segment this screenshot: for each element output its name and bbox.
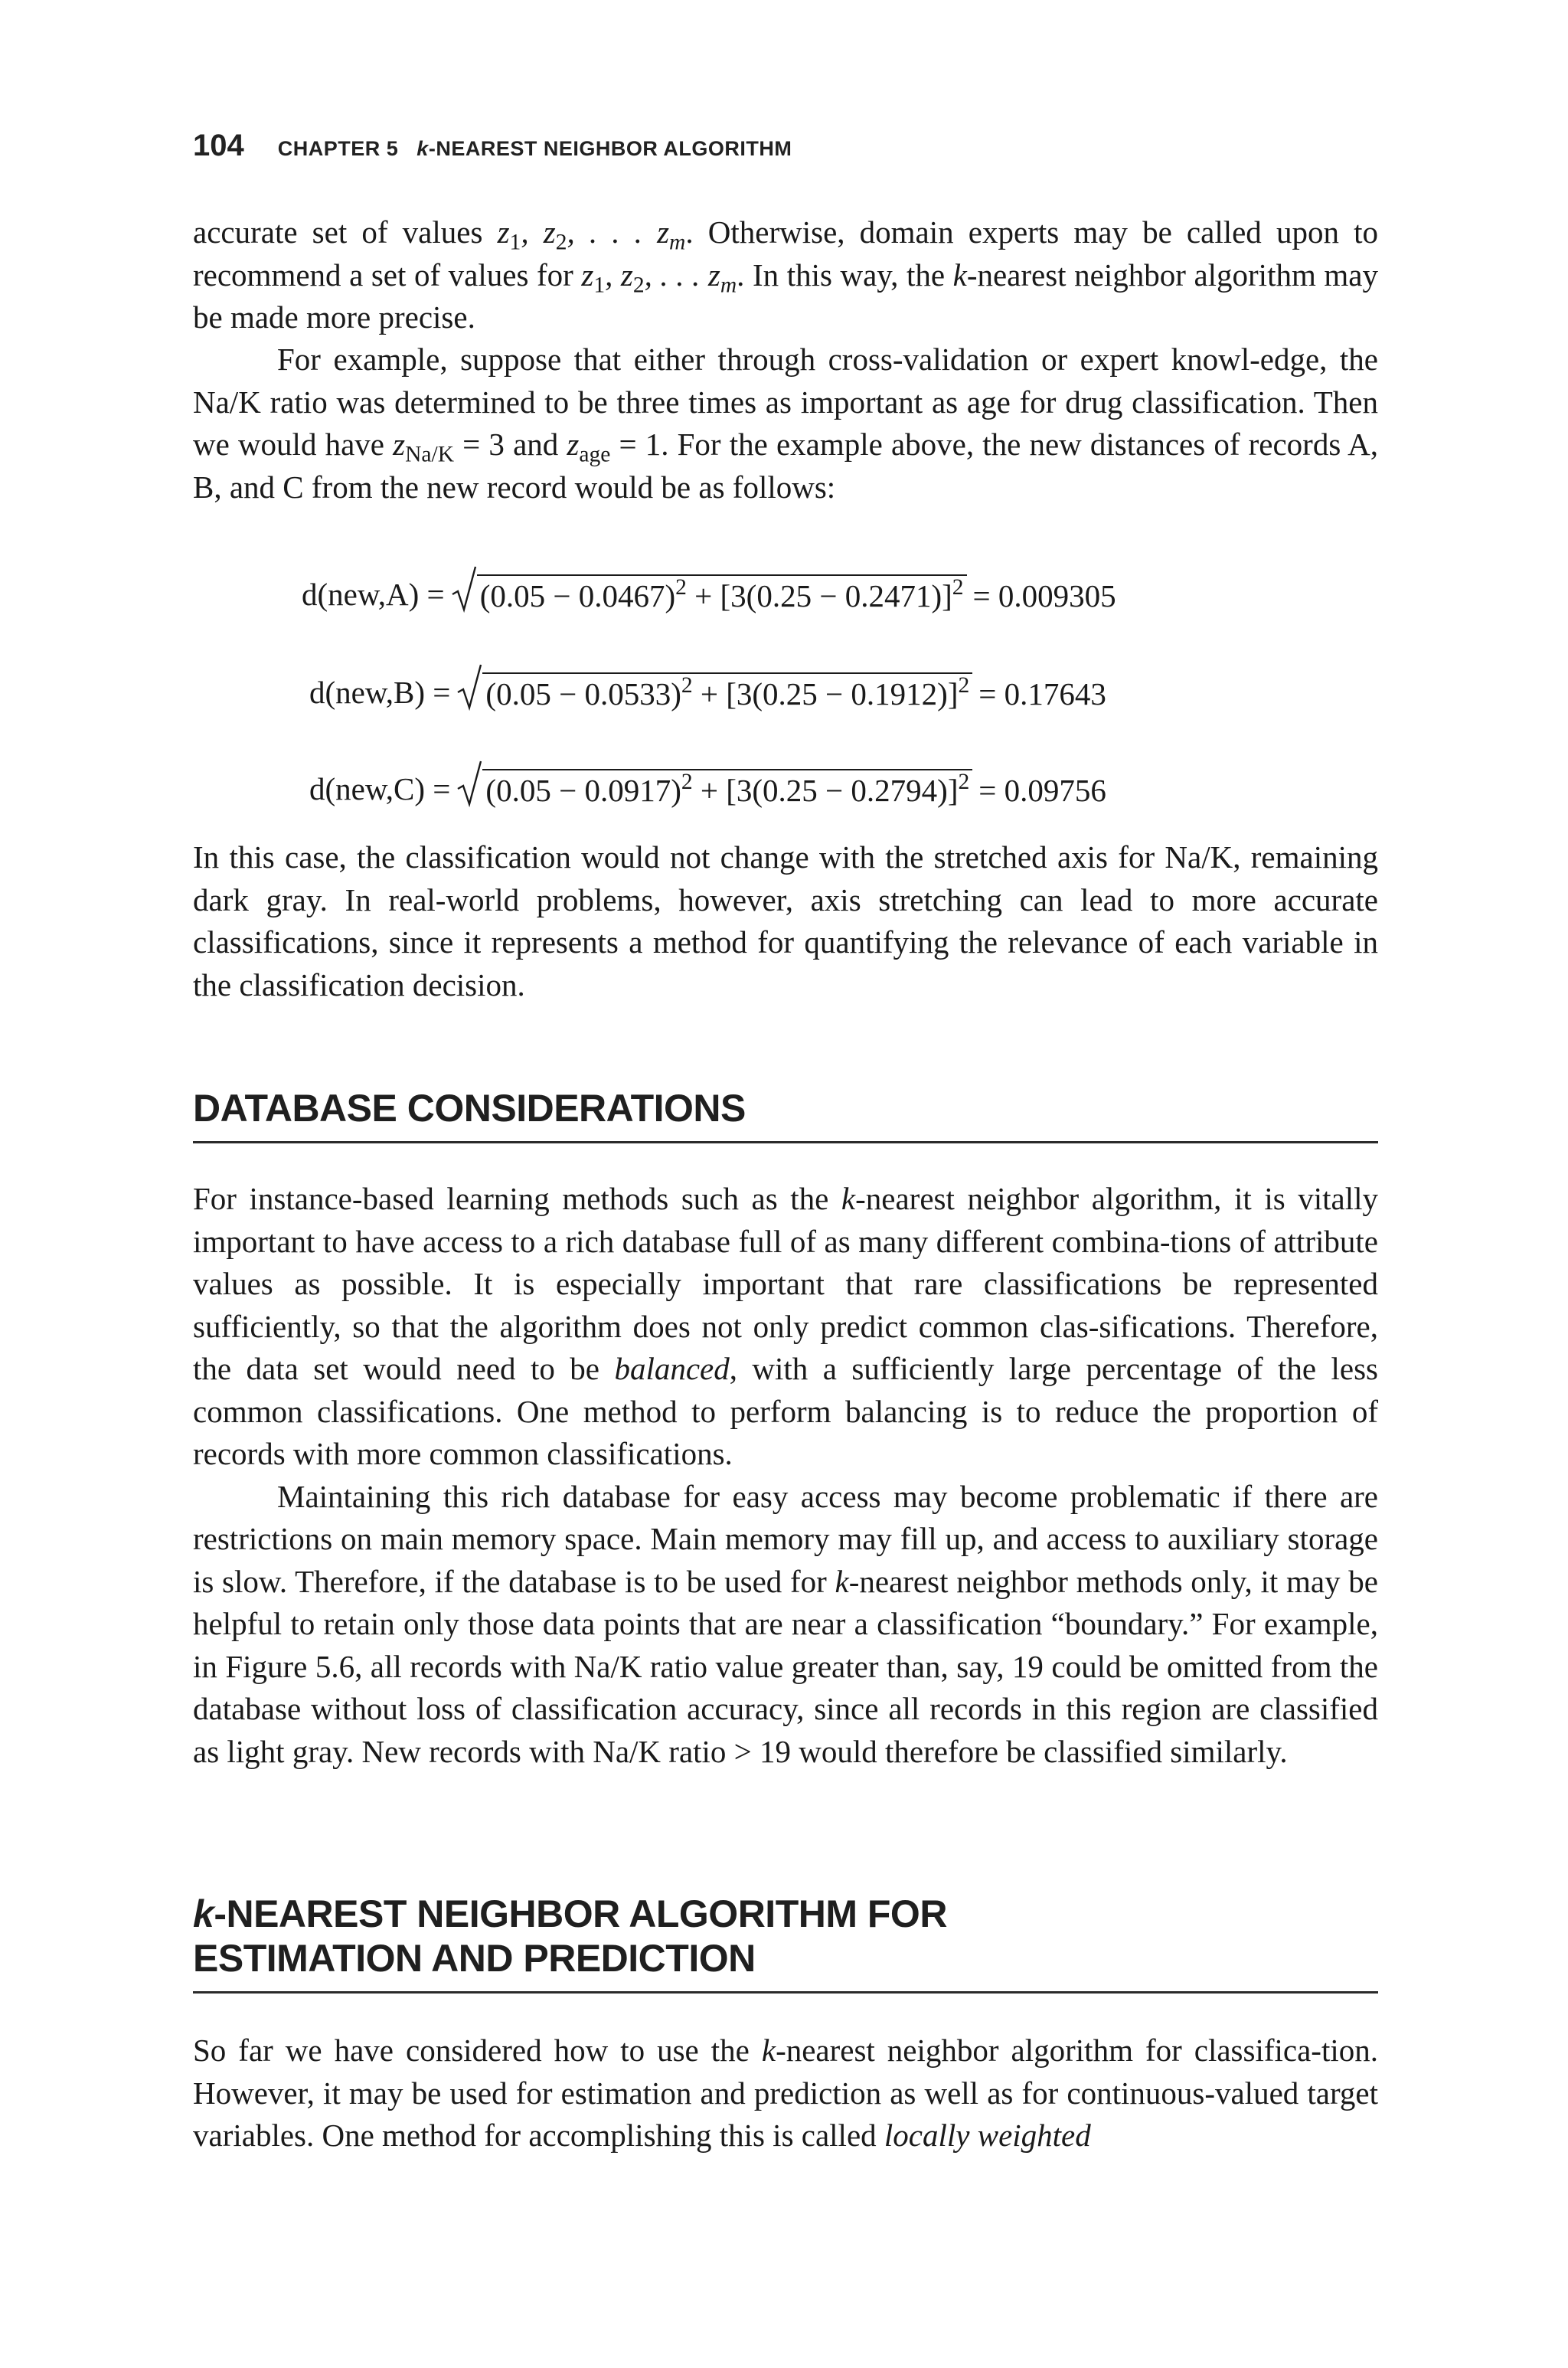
emphasis: balanced [614,1351,730,1386]
text-run: . Otherwise, domain experts may be called upon [685,214,1339,250]
paragraph [193,1178,1378,1476]
paragraph-conclusion [193,836,1378,1006]
chapter-label: CHAPTER 5 [277,137,399,160]
paragraph-example [193,339,1378,509]
text-run: -nearest neighbor algorithm, it is vitally important to have access to a rich database full of as many different combina-tions of attribute values as possible. It is especially important that rare classifications be represented sufficiently, so that the algorithm does not only predict common clas-sifications. Therefore, the data set would need to be [193,1181,1379,1386]
text-run: = 3 and [454,427,567,462]
radical-sign-icon [456,760,482,807]
radicand: $(0.05 - 0.0467)^2 + [3(0.25 - 0.2471)]^2$ [477,574,967,613]
chapter-title [278,137,792,161]
math-z-nak: $z_{Na/K}$ [393,427,455,467]
section-heading-database: DATABASE CONSIDERATIONS [193,1086,1378,1143]
heading-line-1: -NEAREST NEIGHBOR ALGORITHM FOR [214,1892,947,1935]
paragraph [193,211,1378,339]
math-z-age: $z_{age}$ [567,427,611,467]
page-number: 104 [193,129,244,162]
text-run: So far we have considered how to use the [193,2033,762,2068]
chapter-k: k [416,137,429,160]
equation-result: = 0.009305 [972,578,1116,613]
square-root [456,663,972,711]
running-head [193,129,792,163]
text-run: -nearest neighbor algorithm for classifica-tion. However, it may be used for estimation and prediction as well as for continuous-valued target variables. One method for accomplishing this is called [193,2033,1378,2153]
section-heading-estimation [193,1892,1378,1994]
radicand: $(0.05 - 0.0917)^2 + [3(0.25 - 0.2794)]^2$ [482,769,972,807]
square-root [456,760,972,807]
radical-sign-icon [456,663,482,711]
text-run: , with a sufficiently large percentage of the less common classifications. One method to perform balancing is to reduce the proportion of records with more common classifications. [193,1351,1378,1471]
radicand: $(0.05 - 0.0533)^2 + [3(0.25 - 0.1912)]^2$ [482,672,972,711]
math-k: k [952,257,967,293]
text-run: Maintaining this rich database for easy access may become problematic if there are restrictions on main memory space. Main memory may fill up, and access to auxiliary storage is slow. Therefore, if the database is to be used for [193,1478,1378,1599]
math-k: k [841,1181,856,1216]
equation-lhs: d(new,B) = [309,675,451,710]
text-run: to recommend a set of values for [193,214,1379,293]
paragraph: In this case, the classification would not change with the stretched axis for Na/K, remaining dark gray. In real-world problems, however, axis stretching can lead to more accurate classifications, since it represents a method for quantifying the relevance of each variable in the classification decision. [193,839,1378,1002]
math-k: k [835,1563,849,1599]
text-run: accurate set of values [193,214,498,250]
equation-distance-c [309,760,1106,807]
chapter-title-rest: -NEAREST NEIGHBOR ALGORITHM [428,137,792,160]
equation-lhs: d(new,C) = [309,771,451,806]
text-run: For instance-based learning methods such as the [193,1181,841,1216]
equation-distance-b [309,663,1106,711]
paragraph [193,339,1378,509]
text-run: For example, suppose that either through cross-validation or expert knowl-edge, the Na/K ratio was determined to be three times as important as age for drug classification. Then we would have [193,342,1378,462]
math-k: k [761,2033,776,2068]
radical-sign-icon [451,565,477,613]
math-z-list: $z_1$, $z_2$, . . . $z_m$ [497,214,686,255]
paragraph [193,2029,1378,2157]
paragraph-continuation [193,211,1378,339]
text-run: -nearest neighbor [966,257,1186,293]
text-run: . In this way, the [737,257,953,293]
emphasis: locally weighted [884,2118,1091,2153]
text-run: -nearest neighbor methods only, it may be helpful to retain only those data points that are near a classification “boundary.” For example, in Figure 5.6, all records with Na/K ratio value greater than, say, 19 could be omitted from the database without loss of classification accuracy, since all records in this region are classified as light gray. New records with Na/K ratio > 19 would therefore be classified similarly. [193,1563,1378,1769]
equation-lhs: d(new,A) = [302,577,445,612]
equation-result: = 0.17643 [978,676,1106,711]
text-run: = 1. For the example above, the new distances of records A, B, and C from the new record would be as follows: [193,427,1379,505]
section-estimation-body [193,2029,1378,2157]
equation-distance-a [302,565,1116,613]
math-z-list: $z_1$, $z_2$, . . . $z_m$ [581,257,737,297]
equation-result: = 0.09756 [978,773,1106,808]
square-root [451,565,967,613]
text-run: algorithm may be made more precise. [193,257,1379,335]
paragraph [193,1476,1378,1774]
section-database-body [193,1178,1378,1773]
heading-line-2: ESTIMATION AND PREDICTION [193,1937,756,1980]
heading-k: k [193,1892,214,1935]
